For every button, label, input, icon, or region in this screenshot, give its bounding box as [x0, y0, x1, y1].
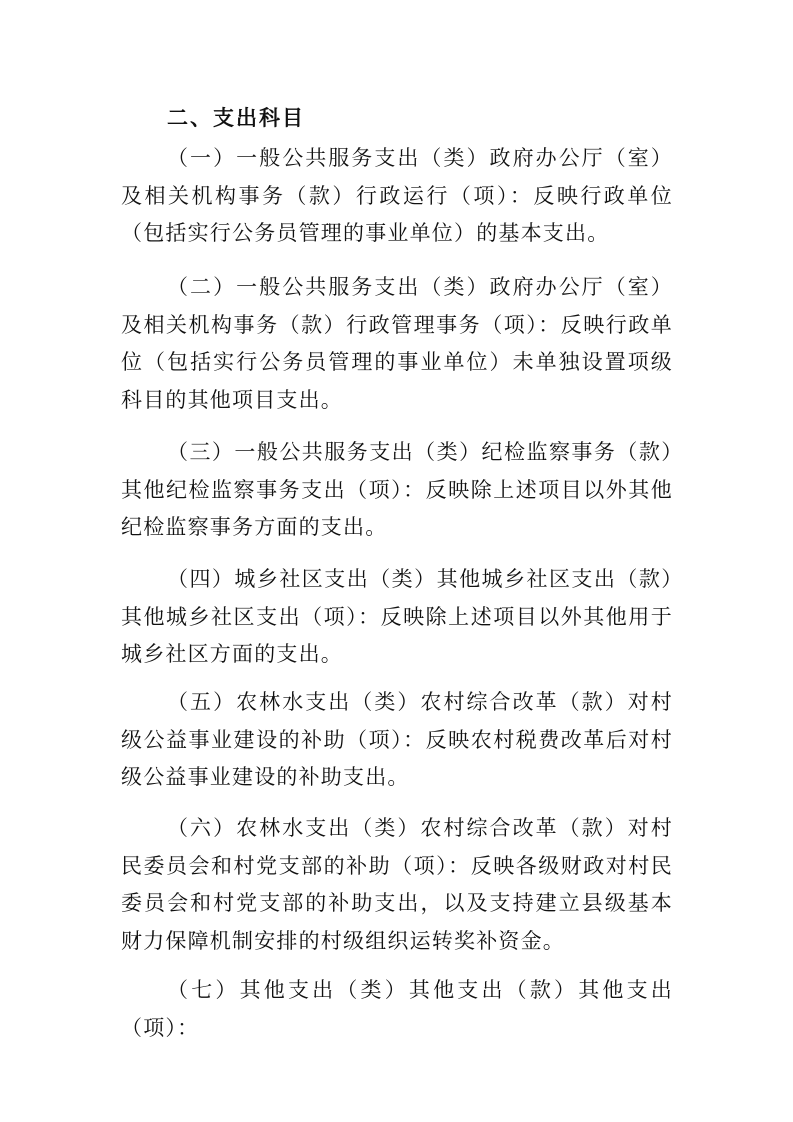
paragraph-3: （三）一般公共服务支出（类）纪检监察事务（款）其他纪检监察事务支出（项）：反映除上述项目以外其他纪检监察事务方面的支出。: [121, 440, 673, 539]
paragraph-4: （四）城乡社区支出（类）其他城乡社区支出（款）其他城乡社区支出（项）：反映除上述项目以外其他用于城乡社区方面的支出。: [121, 567, 673, 666]
paragraph-1: （一）一般公共服务支出（类）政府办公厅（室）及相关机构事务（款）行政运行（项）：反映行政单位（包括实行公务员管理的事业单位）的基本支出。: [121, 146, 673, 245]
paragraph-5: （五）农林水支出（类）农村综合改革（款）对村级公益事业建设的补助（项）：反映农村税费改革后对村级公益事业建设的补助支出。: [121, 690, 673, 789]
section-heading: 二、支出科目: [167, 106, 305, 130]
paragraph-6: （六）农林水支出（类）农村综合改革（款）对村民委员会和村党支部的补助（项）：反映各级财政对村民委员会和村党支部的补助支出，以及支持建立县级基本财力保障机制安排的村级组织运转奖补资金。: [121, 816, 673, 953]
paragraph-7: （七）其他支出（类）其他支出（款）其他支出（项）：: [121, 978, 673, 1040]
paragraph-2: （二）一般公共服务支出（类）政府办公厅（室）及相关机构事务（款）行政管理事务（项）：反映行政单位（包括实行公务员管理的事业单位）未单独设置项级科目的其他项目支出。: [121, 275, 673, 412]
